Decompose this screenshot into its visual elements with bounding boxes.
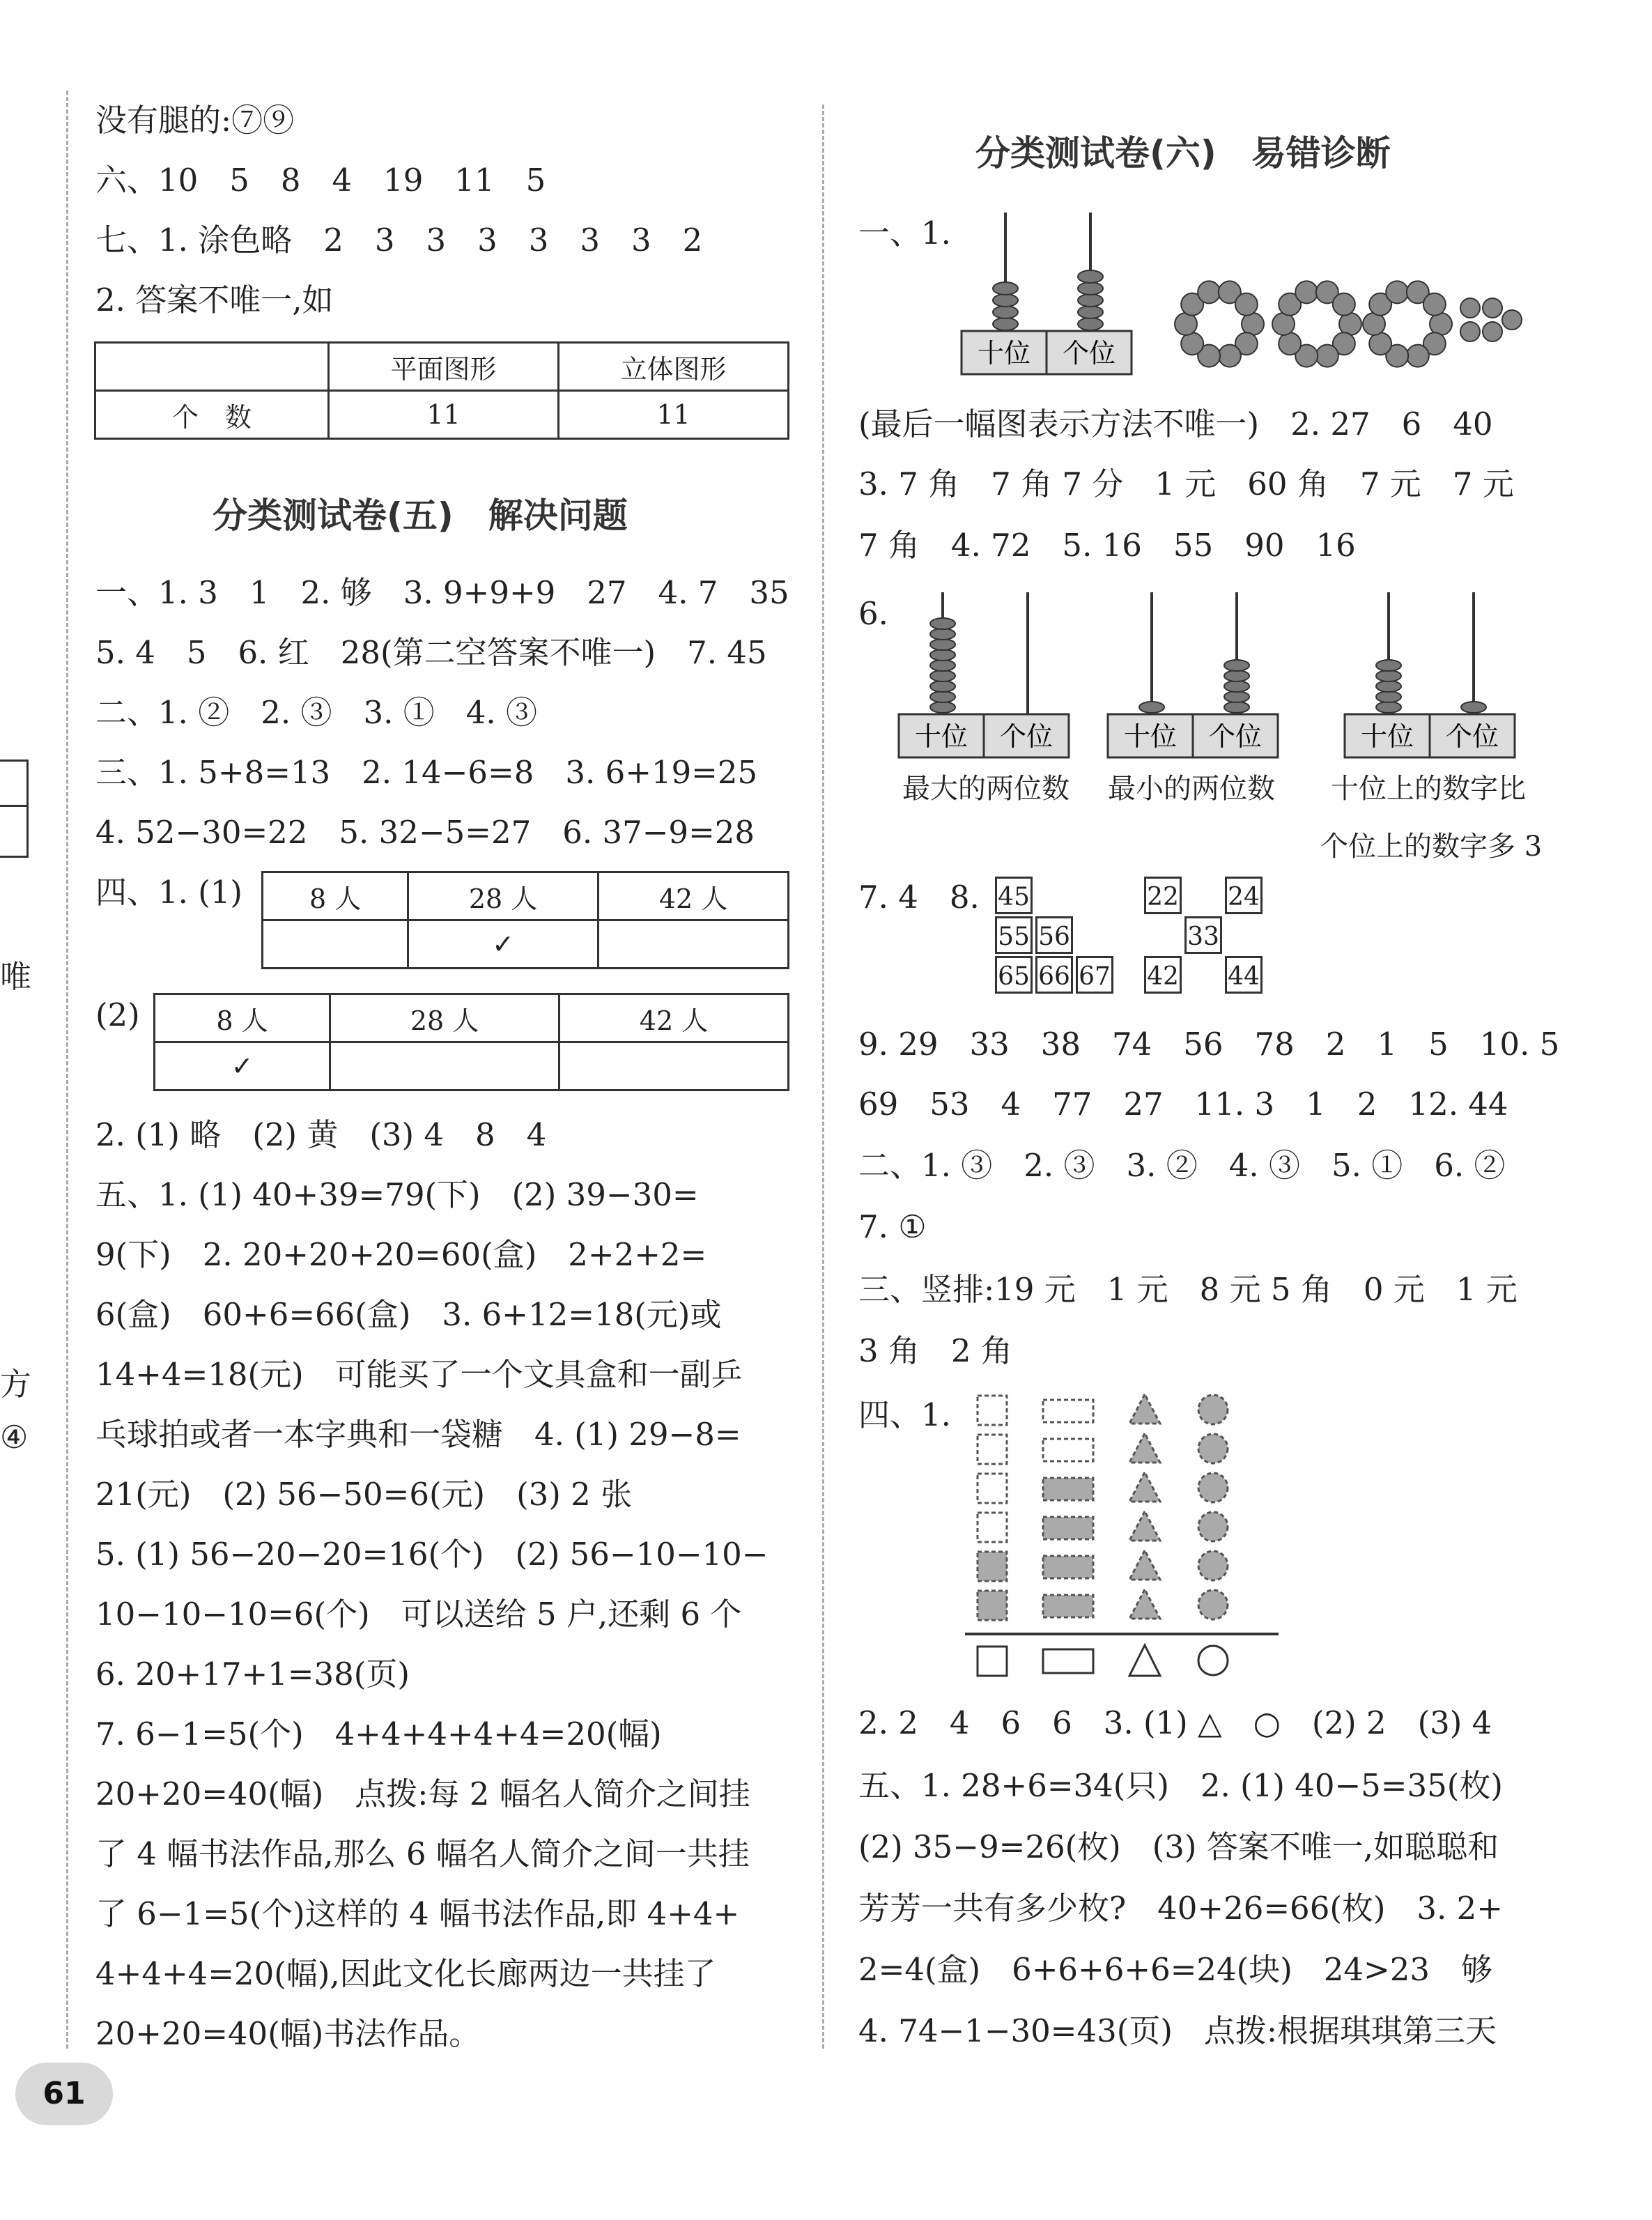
- left-line-a11: 6(盒) 60+6=66(盒) 3. 6+12=18(元)或: [95, 1296, 722, 1333]
- pictograph-shape: [1043, 1400, 1093, 1422]
- left-line-a2: 5. 4 5 6. 红 28(第二空答案不唯一) 7. 45: [95, 634, 767, 671]
- left-line-a10: 9(下) 2. 20+20+20=60(盒) 2+2+2=: [95, 1236, 707, 1273]
- table-cell: [263, 920, 408, 969]
- right-line-11: 三、竖排:19 元 1 元 8 元 5 角 0 元 1 元: [858, 1271, 1518, 1308]
- pictograph-shape: [1129, 1511, 1160, 1541]
- shape-count-table: [94, 341, 789, 440]
- right-line-13: 四、1.: [858, 1396, 951, 1433]
- left-line-a15: 5. (1) 56−20−20=16(个) (2) 56−10−10−: [95, 1536, 769, 1573]
- check-mark: ✓: [155, 1042, 330, 1090]
- abacus-ones-label: 个位: [1445, 721, 1499, 752]
- pictograph-shape: [978, 1513, 1007, 1542]
- bead: [1198, 281, 1220, 303]
- table-cell: 28 人: [330, 994, 559, 1042]
- left-line-a14: 21(元) (2) 56−50=6(元) (3) 2 张: [95, 1476, 633, 1513]
- right-line-7: 9. 29 33 38 74 56 78 2 1 5 10. 5: [858, 1026, 1560, 1063]
- abacus-tens-label: 十位: [977, 338, 1031, 369]
- left-line-a9: 五、1. (1) 40+39=79(下) (2) 39−30=: [95, 1176, 699, 1213]
- bead: [1272, 313, 1295, 335]
- table-cell: [599, 920, 789, 969]
- grid-cell: 44: [1225, 956, 1263, 994]
- table-cell: 11: [559, 391, 789, 439]
- bead: [1430, 313, 1452, 335]
- bead: [1363, 313, 1385, 335]
- pictograph-shape: [1198, 1551, 1228, 1580]
- grid-cell: 42: [1144, 956, 1182, 994]
- page-number: 61: [15, 2063, 113, 2125]
- left-line-4: 2. 答案不唯一,如: [95, 282, 334, 318]
- pictograph-shape: [1198, 1434, 1228, 1463]
- section-title-6: 分类测试卷(六) 易错诊断: [975, 133, 1391, 174]
- pictograph-shape: [1043, 1517, 1093, 1539]
- abacus-tens-label: 十位: [914, 721, 968, 752]
- bead: [1316, 345, 1338, 367]
- bead: [1483, 298, 1502, 318]
- right-line-10: 7. ①: [858, 1208, 927, 1245]
- pictograph-shape: [1129, 1589, 1160, 1619]
- right-line-14: 2. 2 4 6 6 3. (1) △ ○ (2) 2 (3) 4: [858, 1704, 1492, 1741]
- table-cell: [559, 1042, 789, 1090]
- bead: [1181, 332, 1203, 355]
- right-line-9: 二、1. ③ 2. ③ 3. ② 4. ③ 5. ① 6. ②: [858, 1147, 1506, 1184]
- pictograph-shape: [978, 1474, 1007, 1503]
- right-line-15: 五、1. 28+6=34(只) 2. (1) 40−5=35(枚): [858, 1767, 1503, 1804]
- bead: [1219, 345, 1241, 367]
- bead: [1175, 313, 1197, 335]
- table-cell: 42 人: [599, 872, 789, 920]
- right-line-19: 4. 74−1−30=43(页) 点拨:根据琪琪第三天: [858, 2012, 1497, 2049]
- abacus-tens-label: 十位: [1123, 721, 1178, 752]
- caption-largest: 最大的两位数: [902, 773, 1070, 805]
- table-cell: [330, 1042, 559, 1090]
- left-line-1: 没有腿的:⑦⑨: [95, 102, 295, 139]
- pictograph-shape: [978, 1591, 1007, 1620]
- pictograph-shape: [1198, 1590, 1228, 1619]
- pictograph-shape: [1129, 1472, 1160, 1502]
- people-table-2: [153, 993, 789, 1091]
- left-line-a22: 4+4+4=20(幅),因此文化长廊两边一共挂了: [95, 1955, 716, 1992]
- abacus-tens-more-3: [1341, 592, 1522, 760]
- right-line-18: 2=4(盒) 6+6+6+6=24(块) 24>23 够: [858, 1951, 1493, 1988]
- shape-pictograph: [965, 1390, 1286, 1683]
- table-cell: 8 人: [263, 872, 408, 920]
- right-line-8: 69 53 4 77 27 11. 3 1 2 12. 44: [858, 1086, 1508, 1123]
- people-table-1: [261, 871, 789, 969]
- bead: [1279, 332, 1301, 355]
- bead: [1386, 281, 1408, 303]
- pictograph-shape: [1043, 1478, 1093, 1500]
- grid-cell: 45: [995, 877, 1033, 914]
- stub-text-1: 唯: [0, 958, 32, 995]
- left-line-a4: 三、1. 5+8=13 2. 14−6=8 3. 6+19=25: [95, 754, 758, 791]
- section-title-5: 分类测试卷(五) 解决问题: [213, 495, 628, 536]
- pictograph-shape: [1129, 1433, 1160, 1463]
- pictograph-shape: [978, 1552, 1007, 1581]
- left-line-a20: 了 4 幅书法作品,那么 6 幅名人简介之间一共挂: [95, 1835, 750, 1872]
- left-line-a5: 4. 52−30=22 5. 32−5=27 6. 37−9=28: [95, 814, 755, 851]
- bead: [1333, 293, 1355, 316]
- abacus-ones-label: 个位: [999, 721, 1053, 752]
- pictograph-shape: [978, 1435, 1007, 1464]
- pictograph-shape: [1043, 1556, 1093, 1578]
- bead: [1483, 322, 1502, 341]
- right-line-4: 7 角 4. 72 5. 16 55 90 16: [858, 527, 1356, 564]
- bead: [1235, 293, 1258, 316]
- check-mark: ✓: [408, 920, 599, 969]
- table-cell: 11: [329, 391, 559, 439]
- stub-box-line: [0, 805, 26, 807]
- bead: [1295, 281, 1318, 303]
- left-line-a17: 6. 20+17+1=38(页): [95, 1656, 410, 1693]
- bead: [1242, 313, 1264, 335]
- bead: [1460, 322, 1480, 341]
- stub-text-3: ④: [0, 1419, 29, 1456]
- caption-diff-2: 个位上的数字多 3: [1320, 831, 1543, 863]
- table-cell: 28 人: [408, 872, 599, 920]
- stub-text-2: 方: [0, 1366, 32, 1403]
- table-cell: 平面图形: [329, 343, 559, 391]
- left-line-a19: 20+20=40(幅) 点拨:每 2 幅名人简介之间挂: [95, 1775, 750, 1812]
- pictograph-shape: [1043, 1595, 1093, 1617]
- left-line-a23: 20+20=40(幅)书法作品。: [95, 2015, 481, 2052]
- pictograph-shape: [1198, 1395, 1228, 1424]
- grid-cell: 67: [1076, 956, 1113, 994]
- pictograph-shape: [978, 1396, 1007, 1425]
- left-line-a18: 7. 6−1=5(个) 4+4+4+4+4=20(幅): [95, 1716, 662, 1752]
- bead: [1369, 332, 1391, 355]
- left-line-a6: 四、1. (1): [95, 874, 242, 911]
- right-line-1: 一、1.: [858, 215, 951, 252]
- pictograph-shape: [1198, 1473, 1228, 1502]
- left-line-3: 七、1. 涂色略 2 3 3 3 3 3 3 2: [95, 222, 703, 259]
- left-line-a8: 2. (1) 略 (2) 黄 (3) 4 8 4: [95, 1116, 547, 1153]
- abacus-ones-label: 个位: [1062, 338, 1116, 369]
- right-line-12: 3 角 2 角: [858, 1332, 1012, 1369]
- table-cell: [95, 343, 329, 391]
- table-cell: 个 数: [95, 391, 329, 439]
- grid-cell: 55: [995, 916, 1033, 954]
- abacus-largest: [895, 592, 1076, 760]
- caption-diff-1: 十位上的数字比: [1331, 773, 1526, 805]
- left-line-2: 六、10 5 8 4 19 11 5: [95, 162, 546, 199]
- bead-rings-figure: [1171, 279, 1533, 376]
- abacus-tens-label: 十位: [1360, 721, 1414, 752]
- left-line-a3: 二、1. ② 2. ③ 3. ① 4. ③: [95, 694, 537, 731]
- grid-cell: 56: [1035, 916, 1073, 954]
- pictograph-shape: [1198, 1512, 1228, 1541]
- right-line-16: (2) 35−9=26(枚) (3) 答案不唯一,如聪聪和: [858, 1828, 1499, 1865]
- left-line-a7: (2): [95, 996, 140, 1033]
- left-line-a21: 了 6−1=5(个)这样的 4 幅书法作品,即 4+4+: [95, 1895, 740, 1932]
- right-line-2: (最后一幅图表示方法不唯一) 2. 27 6 40: [858, 406, 1493, 442]
- grid-cell: 33: [1184, 916, 1222, 954]
- bead: [1460, 298, 1480, 318]
- right-line-6: 7. 4 8.: [858, 879, 980, 916]
- left-margin-line: [66, 91, 68, 2049]
- abacus-figure-1: [958, 209, 1139, 376]
- bead: [1339, 313, 1361, 335]
- abacus-ones-label: 个位: [1208, 721, 1263, 752]
- grid-cell: 24: [1225, 877, 1263, 914]
- left-line-a12: 14+4=18(元) 可能买了一个文具盒和一副乒: [95, 1356, 743, 1393]
- left-line-a1: 一、1. 3 1 2. 够 3. 9+9+9 27 4. 7 35: [95, 574, 789, 611]
- stub-box: [0, 760, 29, 858]
- pictograph-shape: [1043, 1439, 1093, 1461]
- grid-cell: 22: [1144, 877, 1182, 914]
- pictograph-shape: [1129, 1394, 1160, 1424]
- right-line-3: 3. 7 角 7 角 7 分 1 元 60 角 7 元 7 元: [858, 465, 1514, 502]
- pictograph-shape: [1129, 1550, 1160, 1580]
- bead: [1423, 293, 1446, 316]
- grid-cell: 65: [995, 956, 1033, 994]
- table-cell: 42 人: [559, 994, 789, 1042]
- left-line-a16: 10−10−10=6(个) 可以送给 5 户,还剩 6 个: [95, 1596, 742, 1633]
- table-cell: 8 人: [155, 994, 330, 1042]
- left-line-a13: 乓球拍或者一本字典和一袋糖 4. (1) 29−8=: [95, 1416, 741, 1453]
- grid-cell: 66: [1035, 956, 1073, 994]
- table-cell: 立体图形: [559, 343, 789, 391]
- bead: [1502, 310, 1522, 330]
- right-line-5: 6.: [858, 595, 888, 632]
- abacus-smallest: [1104, 592, 1286, 760]
- center-divider: [822, 105, 824, 2049]
- right-line-17: 芳芳一共有多少枚? 40+26=66(枚) 3. 2+: [858, 1890, 1504, 1927]
- caption-smallest: 最小的两位数: [1108, 773, 1275, 805]
- bead: [1407, 345, 1429, 367]
